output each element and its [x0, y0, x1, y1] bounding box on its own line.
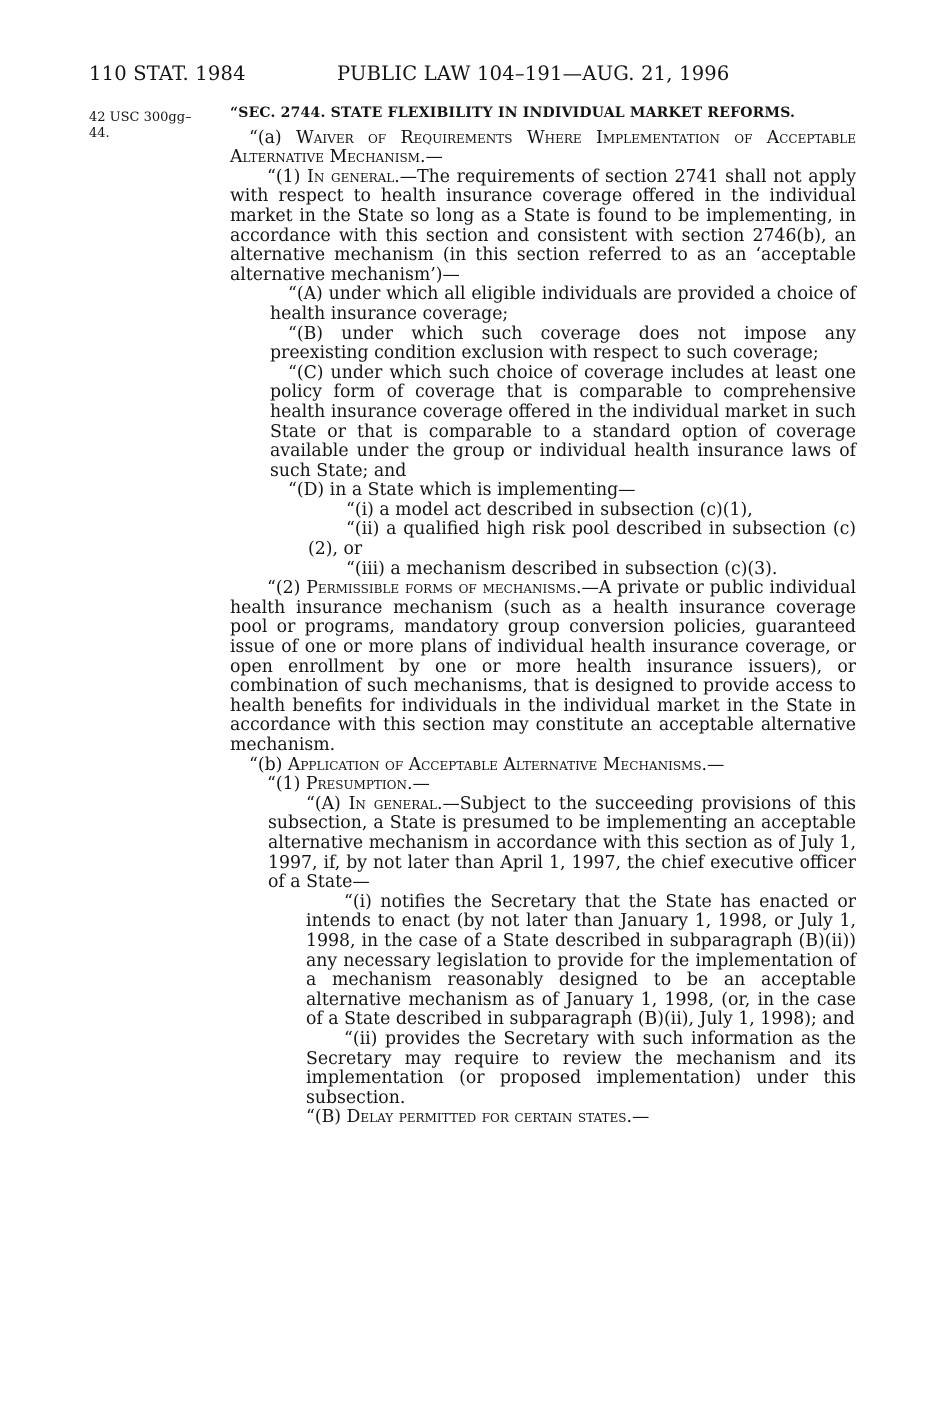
subsection-b-heading: “(b) Application of Acceptable Alternative Mechanisms.—	[249, 754, 725, 775]
b-subparagraph-B: “(B) Delay permitted for certain states.—	[306, 1107, 650, 1128]
subparagraph-B: “(B) under which such coverage does not impose any preexisting condition exclusion with respect to such coverage;	[270, 323, 856, 364]
subparagraph-C: “(C) under which such choice of coverage includes at least one policy form of coverage that is comparable to comprehensive health insurance coverage offered in the individual market in such State or that is comparable to a standard option of coverage available under the group or individual health insurance laws of such State; and	[270, 362, 856, 481]
clause-iii: “(iii) a mechanism described in subsection (c)(3).	[346, 558, 778, 579]
b-clause-ii: “(ii) provides the Secretary with such information as the Secretary may require to review the mechanism and its implementation (or proposed implementation) under this subsection.	[306, 1028, 856, 1108]
b-paragraph-1: “(1) Presumption.—	[267, 774, 430, 795]
section-heading: “SEC. 2744. STATE FLEXIBILITY IN INDIVIDUAL MARKET REFORMS.	[230, 105, 796, 121]
statute-page-number: 110 STAT. 1984	[89, 62, 246, 85]
clause-ii: “(ii) a qualified high risk pool described in subsection (c)(2), or	[308, 519, 856, 560]
paragraph-2: “(2) Permissible forms of mechanisms.—A private or public individual health insurance mechanism (such as a health insurance coverage pool or programs, mandatory group conversion policies, guaranteed issue of one or more plans of individual health insurance coverage, or open enrollment by one or more health insurance issuers), or combination of such mechanisms, that is designed to provide access to health benefits for individuals in the individual market in the State in accordance with this section may constitute an acceptable alternative mechanism.	[230, 578, 856, 755]
b-subparagraph-A: “(A) In general.—Subject to the succeeding provisions of this subsection, a State is presumed to be implementing an acceptable alternative mechanism in accordance with this section as of July 1, 1997, if, by not later than April 1, 1997, the chief executive officer of a State—	[268, 793, 857, 893]
usc-margin-note: 42 USC 300gg–44.	[89, 110, 192, 141]
b-clause-i: “(i) notifies the Secretary that the State has enacted or intends to enact (by not later than January 1, 1998, or July 1, 1998, in the case of a State described in subparagraph (B)(ii)) any necessary legislation to provide for the implementation of a mechanism reasonably designed to be an acceptable alternative mechanism as of January 1, 1998, (or, in the case of a State described in subparagraph (B)(ii), July 1, 1998); and	[306, 891, 856, 1030]
document-body	[230, 104, 856, 1128]
clause-i: “(i) a model act described in subsection (c)(1),	[346, 499, 753, 520]
subparagraph-A: “(A) under which all eligible individuals are provided a choice of health insurance coverage;	[270, 284, 856, 324]
subsection-a-heading: “(a) Waiver of Requirements Where Implementation of Acceptable Alternative Mechanism.—	[230, 127, 856, 168]
paragraph-1: “(1) In general.—The requirements of section 2741 shall not apply with respect to health insurance coverage offered in the individual market in the State so long as a State is found to be implementing, in accordance with this section and consistent with section 2746(b), an alternative mechanism (in this section referred to as an ‘acceptable alternative mechanism’)—	[230, 166, 857, 285]
public-law-header: PUBLIC LAW 104–191—AUG. 21, 1996	[337, 62, 730, 85]
subparagraph-D: “(D) in a State which is implementing—	[288, 480, 636, 501]
